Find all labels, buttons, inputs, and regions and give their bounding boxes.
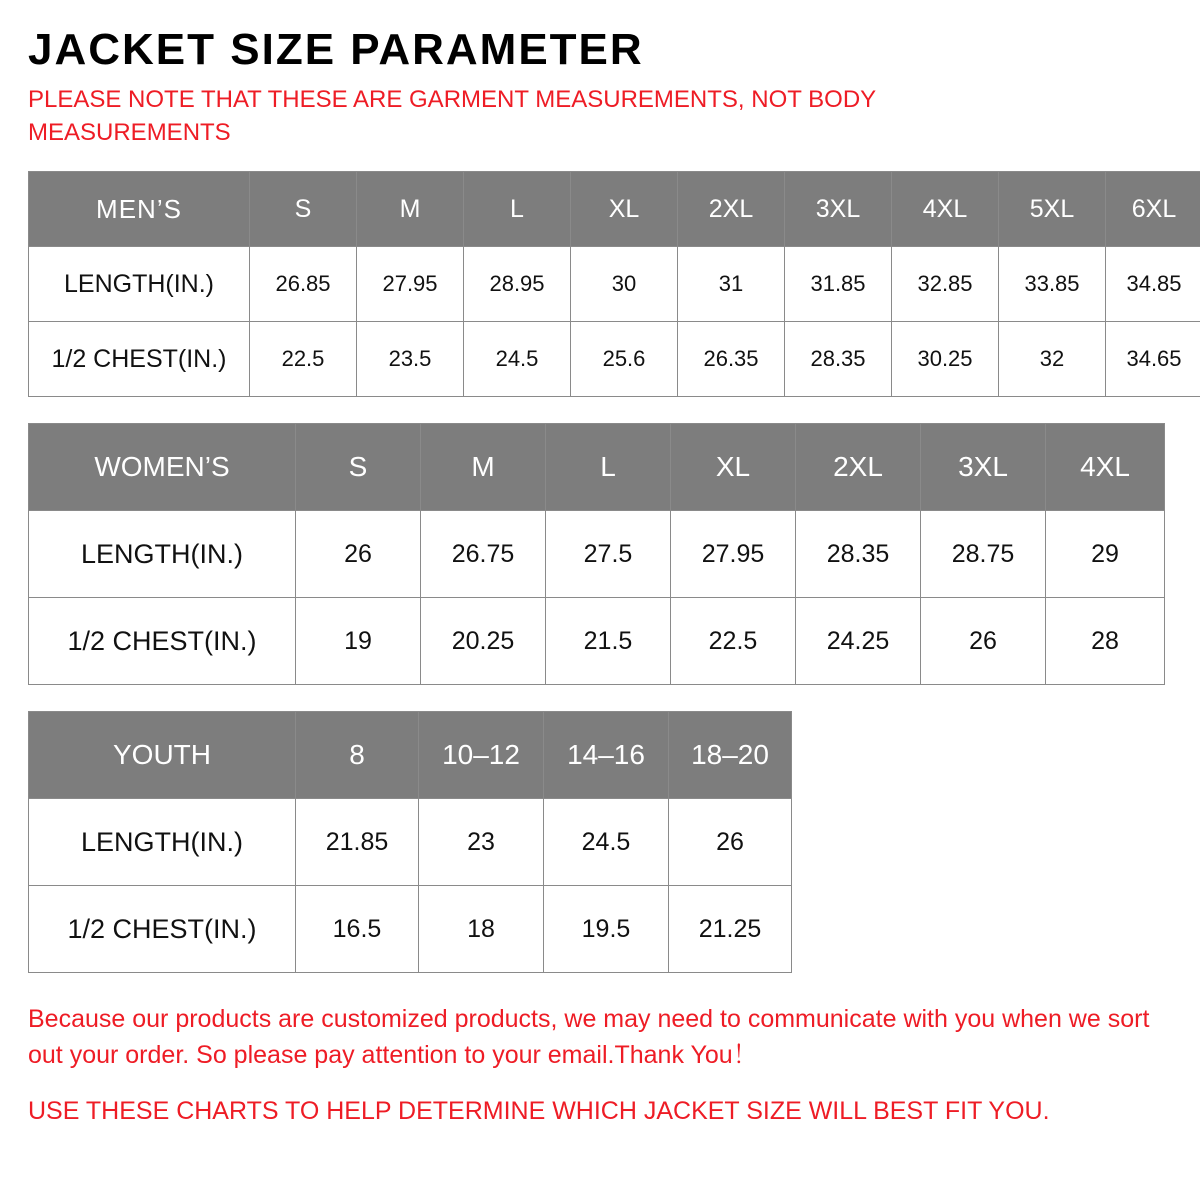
cell-value: 28.95 — [464, 247, 571, 322]
cell-value: 34.65 — [1106, 322, 1200, 397]
mens-header-size: 6XL — [1106, 172, 1200, 247]
cell-value: 26.75 — [421, 511, 546, 598]
cell-value: 24.5 — [464, 322, 571, 397]
cell-value: 25.6 — [571, 322, 678, 397]
table-row — [29, 247, 1200, 322]
row-label: 1/2 CHEST(IN.) — [29, 322, 250, 397]
mens-header-size: S — [250, 172, 357, 247]
womens-header-size: 4XL — [1046, 424, 1165, 511]
mens-header-label: MEN’S — [29, 172, 250, 247]
table-row — [29, 886, 792, 973]
youth-header-size: 8 — [296, 712, 419, 799]
mens-header-size: 3XL — [785, 172, 892, 247]
cell-value: 22.5 — [250, 322, 357, 397]
table-row — [29, 598, 1165, 685]
cell-value: 33.85 — [999, 247, 1106, 322]
cell-value: 27.95 — [357, 247, 464, 322]
row-label: 1/2 CHEST(IN.) — [29, 886, 296, 973]
mens-header-size: XL — [571, 172, 678, 247]
mens-size-table — [28, 171, 1200, 397]
table-header-row — [29, 172, 1200, 247]
cell-value: 21.25 — [669, 886, 792, 973]
cell-value: 22.5 — [671, 598, 796, 685]
row-label: LENGTH(IN.) — [29, 799, 296, 886]
cell-value: 27.5 — [546, 511, 671, 598]
cell-value: 31 — [678, 247, 785, 322]
cell-value: 26 — [921, 598, 1046, 685]
womens-header-size: 3XL — [921, 424, 1046, 511]
mens-header-size: M — [357, 172, 464, 247]
youth-header-size: 14–16 — [544, 712, 669, 799]
womens-header-size: L — [546, 424, 671, 511]
table-row — [29, 511, 1165, 598]
womens-header-label: WOMEN’S — [29, 424, 296, 511]
row-label: 1/2 CHEST(IN.) — [29, 598, 296, 685]
youth-header-size: 10–12 — [419, 712, 544, 799]
cell-value: 30.25 — [892, 322, 999, 397]
table-header-row — [29, 424, 1165, 511]
womens-header-size: S — [296, 424, 421, 511]
mens-header-size: 5XL — [999, 172, 1106, 247]
cell-value: 23.5 — [357, 322, 464, 397]
youth-header-label: YOUTH — [29, 712, 296, 799]
cell-value: 24.5 — [544, 799, 669, 886]
cell-value: 18 — [419, 886, 544, 973]
cell-value: 29 — [1046, 511, 1165, 598]
row-label: LENGTH(IN.) — [29, 511, 296, 598]
chart-usage-note: USE THESE CHARTS TO HELP DETERMINE WHICH JACKET SIZE WILL BEST FIT YOU. — [28, 1096, 1050, 1125]
cell-value: 32 — [999, 322, 1106, 397]
table-header-row — [29, 712, 792, 799]
page-title: JACKET SIZE PARAMETER — [28, 25, 644, 74]
cell-value: 19.5 — [544, 886, 669, 973]
cell-value: 21.85 — [296, 799, 419, 886]
cell-value: 31.85 — [785, 247, 892, 322]
cell-value: 21.5 — [546, 598, 671, 685]
mens-header-size: 4XL — [892, 172, 999, 247]
customization-note: Because our products are customized products, we may need to communicate with you when we sort out your order. So please pay attention to your email.Thank You！ — [28, 1005, 1150, 1070]
cell-value: 34.85 — [1106, 247, 1200, 322]
cell-value: 28.35 — [785, 322, 892, 397]
womens-header-size: M — [421, 424, 546, 511]
row-label: LENGTH(IN.) — [29, 247, 250, 322]
youth-header-size: 18–20 — [669, 712, 792, 799]
mens-header-size: L — [464, 172, 571, 247]
cell-value: 28.35 — [796, 511, 921, 598]
cell-value: 32.85 — [892, 247, 999, 322]
cell-value: 26.85 — [250, 247, 357, 322]
womens-header-size: 2XL — [796, 424, 921, 511]
mens-header-size: 2XL — [678, 172, 785, 247]
cell-value: 24.25 — [796, 598, 921, 685]
cell-value: 26.35 — [678, 322, 785, 397]
cell-value: 20.25 — [421, 598, 546, 685]
cell-value: 28 — [1046, 598, 1165, 685]
cell-value: 28.75 — [921, 511, 1046, 598]
cell-value: 30 — [571, 247, 678, 322]
womens-header-size: XL — [671, 424, 796, 511]
table-row — [29, 322, 1200, 397]
table-row — [29, 799, 792, 886]
cell-value: 26 — [296, 511, 421, 598]
cell-value: 26 — [669, 799, 792, 886]
womens-size-table — [28, 423, 1165, 685]
cell-value: 23 — [419, 799, 544, 886]
youth-size-table — [28, 711, 792, 973]
cell-value: 27.95 — [671, 511, 796, 598]
garment-measurement-note: PLEASE NOTE THAT THESE ARE GARMENT MEASUREMENTS, NOT BODY MEASUREMENTS — [28, 86, 876, 146]
cell-value: 19 — [296, 598, 421, 685]
cell-value: 16.5 — [296, 886, 419, 973]
